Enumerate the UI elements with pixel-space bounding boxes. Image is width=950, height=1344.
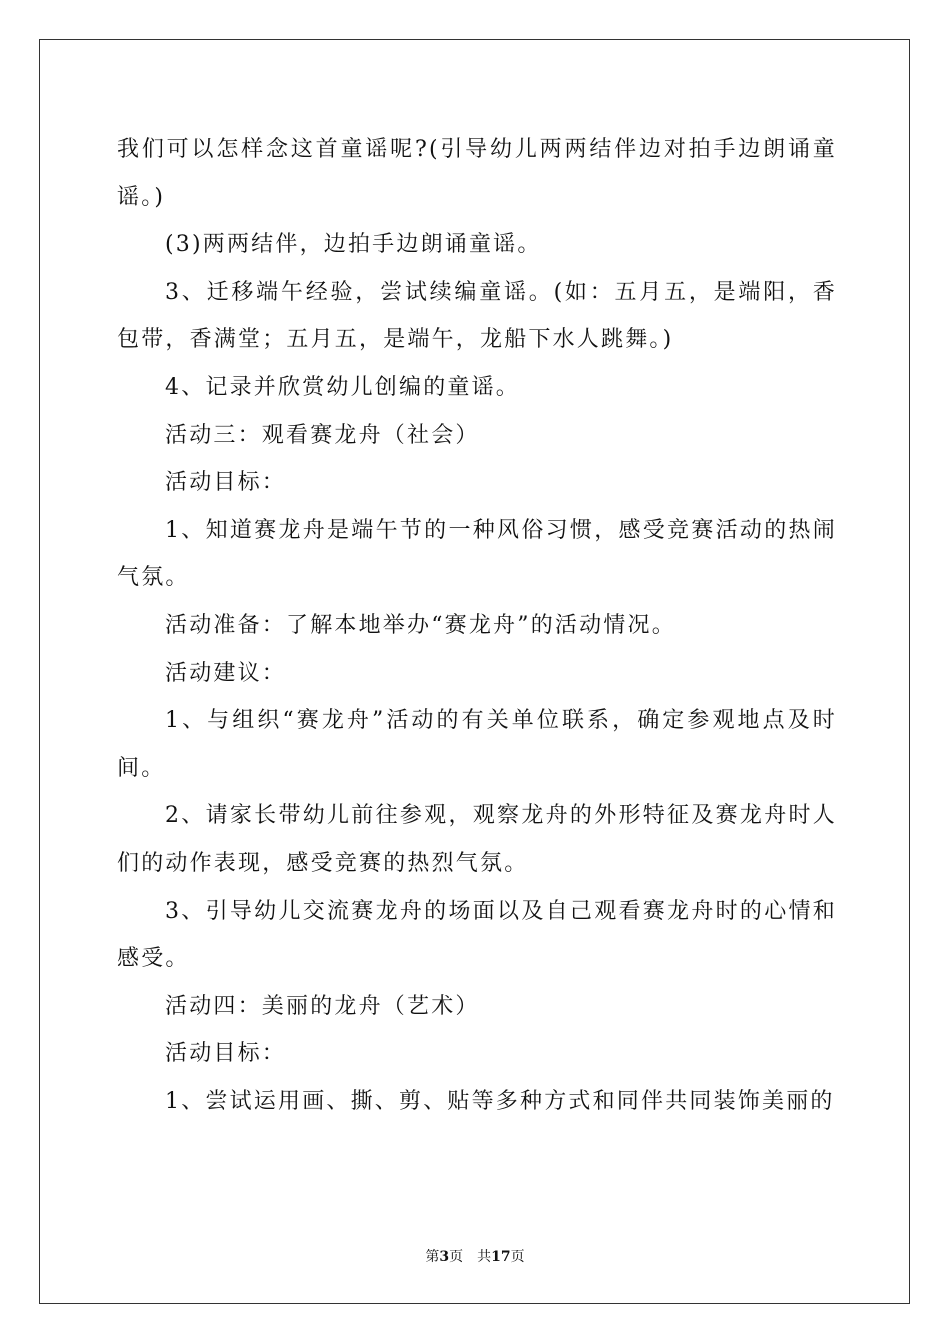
paragraph: 2、请家长带幼儿前往参观，观察龙舟的外形特征及赛龙舟时人们的动作表现，感受竞赛的热烈气氛。 — [117, 803, 837, 876]
paragraph: 1、尝试运用画、撕、剪、贴等多种方式和同伴共同装饰美丽的 — [165, 1088, 835, 1114]
paragraph: (3)两两结伴，边拍手边朗诵童谣。 — [165, 232, 542, 258]
total-suffix: 页 — [510, 1249, 525, 1265]
page-suffix: 页 — [449, 1249, 464, 1265]
page-number: 3 — [439, 1249, 450, 1265]
paragraph: 3、引导幼儿交流赛龙舟的场面以及自己观看赛龙舟时的心情和感受。 — [117, 898, 837, 972]
subheading: 活动建议： — [165, 660, 287, 686]
total-prefix: 共 — [477, 1249, 492, 1265]
paragraph: 4、记录并欣赏幼儿创编的童谣。 — [165, 374, 520, 400]
paragraph: 活动准备：了解本地举办“赛龙舟”的活动情况。 — [165, 612, 676, 638]
paragraph: 我们可以怎样念这首童谣呢?(引导幼儿两两结伴边对拍手边朗诵童谣。) — [117, 137, 837, 210]
document-body — [117, 126, 837, 1125]
section-heading: 活动四：美丽的龙舟（艺术） — [165, 993, 480, 1019]
total-pages: 17 — [491, 1249, 511, 1265]
page-prefix: 第 — [425, 1249, 440, 1265]
subheading: 活动目标： — [165, 470, 287, 496]
section-heading: 活动三：观看赛龙舟（社会） — [165, 422, 480, 448]
page-footer — [0, 1248, 950, 1266]
paragraph: 1、知道赛龙舟是端午节的一种风俗习惯，感受竞赛活动的热闹气氛。 — [117, 517, 837, 591]
paragraph: 1、与组织“赛龙舟”活动的有关单位联系，确定参观地点及时间。 — [117, 708, 837, 781]
paragraph: 3、迁移端午经验，尝试续编童谣。(如：五月五，是端阳，香包带，香满堂；五月五，是端午，龙船下水人跳舞。) — [117, 279, 837, 353]
subheading: 活动目标： — [165, 1041, 287, 1067]
